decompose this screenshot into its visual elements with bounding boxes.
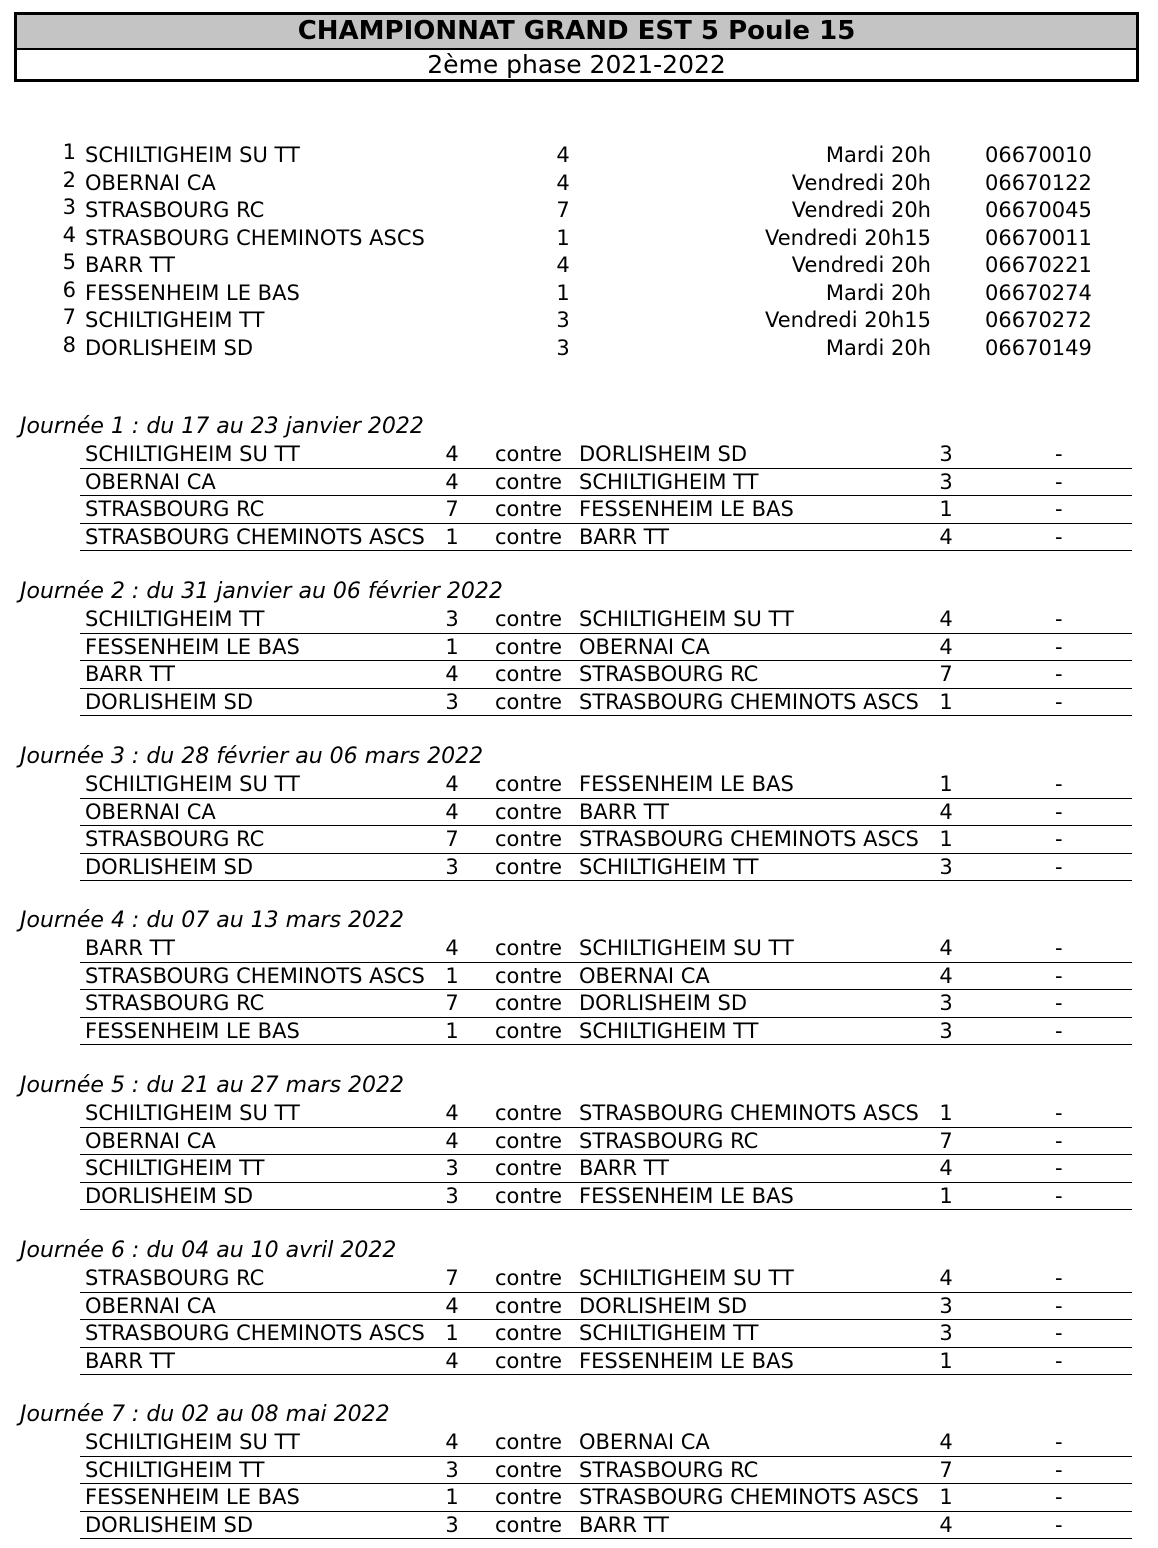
match-list <box>80 1429 1132 1539</box>
team-row <box>58 252 1108 280</box>
versus-label: contre <box>495 772 563 796</box>
match-row <box>80 990 1132 1018</box>
home-tables: 4 <box>445 1101 459 1125</box>
home-team: OBERNAI CA <box>85 469 216 494</box>
home-tables: 4 <box>445 1293 459 1318</box>
versus-label: contre <box>495 963 563 988</box>
versus-label: contre <box>495 1018 563 1043</box>
away-tables: 3 <box>939 442 953 466</box>
team-number: 7 <box>62 305 76 329</box>
versus-label: contre <box>495 936 563 960</box>
score-placeholder: - <box>1055 689 1063 714</box>
away-tables: 4 <box>939 1430 953 1454</box>
versus-label: contre <box>495 1348 563 1373</box>
team-name: BARR TT <box>85 253 175 277</box>
team-tables: 4 <box>556 170 570 195</box>
match-list <box>80 935 1132 1045</box>
away-tables: 3 <box>939 1293 953 1318</box>
home-tables: 7 <box>445 827 459 851</box>
away-tables: 4 <box>939 1266 953 1290</box>
away-team: FESSENHEIM LE BAS <box>579 1183 794 1208</box>
score-placeholder: - <box>1055 634 1063 659</box>
home-tables: 3 <box>445 607 459 631</box>
away-tables: 1 <box>939 772 953 796</box>
round-title: Journée 3 : du 28 février au 06 mars 2022 <box>20 744 484 769</box>
team-name: STRASBOURG CHEMINOTS ASCS <box>85 225 425 250</box>
team-code: 06670221 <box>985 253 1092 277</box>
team-slot: Vendredi 20h <box>791 170 931 195</box>
home-team: SCHILTIGHEIM TT <box>85 1457 265 1482</box>
versus-label: contre <box>495 991 563 1015</box>
team-tables: 1 <box>556 280 570 305</box>
home-team: STRASBOURG RC <box>85 991 265 1015</box>
away-team: STRASBOURG RC <box>579 1128 759 1153</box>
team-list <box>58 142 1108 362</box>
home-tables: 4 <box>445 1430 459 1454</box>
match-row <box>80 1484 1132 1512</box>
team-code: 06670045 <box>985 198 1092 222</box>
team-number: 1 <box>62 140 76 164</box>
match-row <box>80 634 1132 662</box>
away-tables: 1 <box>939 1485 953 1509</box>
score-placeholder: - <box>1055 799 1063 824</box>
versus-label: contre <box>495 827 563 851</box>
score-placeholder: - <box>1055 1348 1063 1373</box>
team-slot: Mardi 20h <box>825 143 931 167</box>
home-team: STRASBOURG CHEMINOTS ASCS <box>85 524 425 549</box>
away-tables: 1 <box>939 689 953 714</box>
away-tables: 1 <box>939 1183 953 1208</box>
team-slot: Mardi 20h <box>825 335 931 360</box>
match-row <box>80 771 1132 799</box>
match-row <box>80 1018 1132 1046</box>
team-row <box>58 277 1108 308</box>
home-tables: 3 <box>445 854 459 879</box>
versus-label: contre <box>495 607 563 631</box>
versus-label: contre <box>495 1293 563 1318</box>
away-team: BARR TT <box>579 799 669 824</box>
home-tables: 7 <box>445 497 459 521</box>
away-tables: 7 <box>939 1457 953 1482</box>
away-team: FESSENHEIM LE BAS <box>579 772 794 796</box>
home-tables: 7 <box>445 991 459 1015</box>
home-team: OBERNAI CA <box>85 1128 216 1153</box>
home-tables: 4 <box>445 662 459 686</box>
team-slot: Vendredi 20h15 <box>765 308 931 332</box>
away-team: DORLISHEIM SD <box>579 442 748 466</box>
away-team: STRASBOURG RC <box>579 662 759 686</box>
versus-label: contre <box>495 1101 563 1125</box>
home-tables: 3 <box>445 1156 459 1180</box>
versus-label: contre <box>495 1457 563 1482</box>
away-tables: 1 <box>939 1101 953 1125</box>
score-placeholder: - <box>1055 1266 1063 1290</box>
home-tables: 4 <box>445 1348 459 1373</box>
document-header <box>14 12 1139 82</box>
home-team: BARR TT <box>85 1348 175 1373</box>
team-name: SCHILTIGHEIM TT <box>85 308 265 332</box>
team-name: STRASBOURG RC <box>85 198 265 222</box>
home-tables: 3 <box>445 1512 459 1537</box>
team-row <box>58 197 1108 225</box>
match-row <box>80 826 1132 854</box>
home-tables: 4 <box>445 469 459 494</box>
away-team: FESSENHEIM LE BAS <box>579 497 794 521</box>
score-placeholder: - <box>1055 1512 1063 1537</box>
versus-label: contre <box>495 1485 563 1509</box>
match-row <box>80 1293 1132 1321</box>
score-placeholder: - <box>1055 469 1063 494</box>
away-tables: 3 <box>939 1018 953 1043</box>
match-row <box>80 1128 1132 1156</box>
score-placeholder: - <box>1055 963 1063 988</box>
home-team: SCHILTIGHEIM SU TT <box>85 1430 300 1454</box>
team-number: 2 <box>62 167 76 192</box>
home-team: SCHILTIGHEIM SU TT <box>85 1101 300 1125</box>
match-row <box>80 1429 1132 1457</box>
team-name: SCHILTIGHEIM SU TT <box>85 143 300 167</box>
away-team: SCHILTIGHEIM SU TT <box>579 936 794 960</box>
away-tables: 3 <box>939 854 953 879</box>
round-title: Journée 2 : du 31 janvier au 06 février 2022 <box>20 579 503 604</box>
match-row <box>80 935 1132 963</box>
away-tables: 7 <box>939 662 953 686</box>
home-team: BARR TT <box>85 662 175 686</box>
match-row <box>80 1348 1132 1376</box>
versus-label: contre <box>495 634 563 659</box>
team-slot: Vendredi 20h <box>791 198 931 222</box>
match-row <box>80 441 1132 469</box>
versus-label: contre <box>495 1430 563 1454</box>
versus-label: contre <box>495 689 563 714</box>
match-row <box>80 1155 1132 1183</box>
home-team: FESSENHEIM LE BAS <box>85 634 300 659</box>
match-list <box>80 1100 1132 1210</box>
score-placeholder: - <box>1055 1101 1063 1125</box>
score-placeholder: - <box>1055 1183 1063 1208</box>
score-placeholder: - <box>1055 662 1063 686</box>
home-team: OBERNAI CA <box>85 1293 216 1318</box>
away-tables: 4 <box>939 634 953 659</box>
away-tables: 3 <box>939 469 953 494</box>
home-tables: 4 <box>445 772 459 796</box>
away-team: BARR TT <box>579 1512 669 1537</box>
versus-label: contre <box>495 799 563 824</box>
match-row <box>80 854 1132 882</box>
score-placeholder: - <box>1055 607 1063 631</box>
home-tables: 1 <box>445 524 459 549</box>
away-tables: 3 <box>939 991 953 1015</box>
score-placeholder: - <box>1055 991 1063 1015</box>
home-team: STRASBOURG CHEMINOTS ASCS <box>85 963 425 988</box>
away-team: DORLISHEIM SD <box>579 991 748 1015</box>
home-team: SCHILTIGHEIM SU TT <box>85 442 300 466</box>
team-row <box>58 332 1108 363</box>
home-tables: 3 <box>445 1457 459 1482</box>
home-tables: 3 <box>445 1183 459 1208</box>
match-row <box>80 469 1132 497</box>
match-row <box>80 661 1132 689</box>
home-team: DORLISHEIM SD <box>85 854 254 879</box>
away-tables: 7 <box>939 1128 953 1153</box>
away-tables: 1 <box>939 827 953 851</box>
away-tables: 4 <box>939 607 953 631</box>
team-row <box>58 307 1108 335</box>
home-tables: 4 <box>445 799 459 824</box>
away-team: OBERNAI CA <box>579 963 710 988</box>
away-team: SCHILTIGHEIM TT <box>579 469 759 494</box>
match-row <box>80 524 1132 552</box>
versus-label: contre <box>495 1156 563 1180</box>
versus-label: contre <box>495 524 563 549</box>
home-team: SCHILTIGHEIM TT <box>85 607 265 631</box>
team-number: 3 <box>62 195 76 219</box>
home-tables: 1 <box>445 1485 459 1509</box>
match-row <box>80 1320 1132 1348</box>
team-slot: Vendredi 20h <box>791 253 931 277</box>
team-tables: 4 <box>556 143 570 167</box>
team-number: 6 <box>62 277 76 302</box>
versus-label: contre <box>495 1183 563 1208</box>
versus-label: contre <box>495 497 563 521</box>
versus-label: contre <box>495 662 563 686</box>
away-tables: 1 <box>939 1348 953 1373</box>
away-team: STRASBOURG RC <box>579 1457 759 1482</box>
score-placeholder: - <box>1055 854 1063 879</box>
match-row <box>80 1183 1132 1211</box>
away-team: STRASBOURG CHEMINOTS ASCS <box>579 689 919 714</box>
home-tables: 4 <box>445 442 459 466</box>
home-tables: 4 <box>445 1128 459 1153</box>
score-placeholder: - <box>1055 1485 1063 1509</box>
score-placeholder: - <box>1055 1457 1063 1482</box>
away-tables: 4 <box>939 1512 953 1537</box>
away-tables: 4 <box>939 963 953 988</box>
home-team: DORLISHEIM SD <box>85 1512 254 1537</box>
home-tables: 4 <box>445 936 459 960</box>
away-team: SCHILTIGHEIM TT <box>579 1018 759 1043</box>
away-team: DORLISHEIM SD <box>579 1293 748 1318</box>
home-team: STRASBOURG RC <box>85 827 265 851</box>
away-team: SCHILTIGHEIM SU TT <box>579 607 794 631</box>
home-team: STRASBOURG RC <box>85 1266 265 1290</box>
match-row <box>80 799 1132 827</box>
score-placeholder: - <box>1055 1018 1063 1043</box>
away-team: BARR TT <box>579 524 669 549</box>
score-placeholder: - <box>1055 936 1063 960</box>
team-number: 5 <box>62 250 76 274</box>
match-row <box>80 606 1132 634</box>
match-row <box>80 1100 1132 1128</box>
round-title: Journée 5 : du 21 au 27 mars 2022 <box>20 1073 405 1098</box>
score-placeholder: - <box>1055 1430 1063 1454</box>
home-team: STRASBOURG CHEMINOTS ASCS <box>85 1321 425 1345</box>
home-tables: 1 <box>445 634 459 659</box>
team-code: 06670011 <box>985 225 1092 250</box>
team-row <box>58 222 1108 253</box>
team-tables: 1 <box>556 225 570 250</box>
versus-label: contre <box>495 1128 563 1153</box>
match-list <box>80 1265 1132 1375</box>
team-tables: 3 <box>556 308 570 332</box>
round-title: Journée 4 : du 07 au 13 mars 2022 <box>20 908 405 933</box>
team-name: DORLISHEIM SD <box>85 335 254 360</box>
team-code: 06670010 <box>985 143 1092 167</box>
match-list <box>80 771 1132 881</box>
match-row <box>80 1512 1132 1540</box>
home-tables: 1 <box>445 1018 459 1043</box>
score-placeholder: - <box>1055 442 1063 466</box>
score-placeholder: - <box>1055 524 1063 549</box>
away-team: OBERNAI CA <box>579 634 710 659</box>
match-row <box>80 689 1132 717</box>
home-tables: 1 <box>445 963 459 988</box>
away-team: OBERNAI CA <box>579 1430 710 1454</box>
away-team: BARR TT <box>579 1156 669 1180</box>
versus-label: contre <box>495 1321 563 1345</box>
team-slot: Vendredi 20h15 <box>765 225 931 250</box>
team-code: 06670122 <box>985 170 1092 195</box>
versus-label: contre <box>495 469 563 494</box>
away-tables: 4 <box>939 1156 953 1180</box>
team-number: 4 <box>62 222 76 247</box>
championship-title: CHAMPIONNAT GRAND EST 5 Poule 15 <box>17 15 1136 50</box>
home-tables: 3 <box>445 689 459 714</box>
team-code: 06670149 <box>985 335 1092 360</box>
score-placeholder: - <box>1055 1156 1063 1180</box>
team-code: 06670274 <box>985 280 1092 305</box>
home-team: SCHILTIGHEIM TT <box>85 1156 265 1180</box>
home-team: STRASBOURG RC <box>85 497 265 521</box>
score-placeholder: - <box>1055 1128 1063 1153</box>
phase-subtitle: 2ème phase 2021-2022 <box>17 50 1136 79</box>
team-tables: 7 <box>556 198 570 222</box>
versus-label: contre <box>495 1512 563 1537</box>
match-row <box>80 1265 1132 1293</box>
home-team: OBERNAI CA <box>85 799 216 824</box>
home-team: DORLISHEIM SD <box>85 689 254 714</box>
match-row <box>80 496 1132 524</box>
match-list <box>80 441 1132 551</box>
team-number: 8 <box>62 332 76 357</box>
away-tables: 1 <box>939 497 953 521</box>
team-name: OBERNAI CA <box>85 170 216 195</box>
home-team: FESSENHEIM LE BAS <box>85 1018 300 1043</box>
round-title: Journée 7 : du 02 au 08 mai 2022 <box>20 1402 390 1427</box>
score-placeholder: - <box>1055 1321 1063 1345</box>
home-team: FESSENHEIM LE BAS <box>85 1485 300 1509</box>
round-title: Journée 6 : du 04 au 10 avril 2022 <box>20 1238 397 1263</box>
home-tables: 7 <box>445 1266 459 1290</box>
away-team: STRASBOURG CHEMINOTS ASCS <box>579 827 919 851</box>
away-tables: 4 <box>939 936 953 960</box>
away-tables: 3 <box>939 1321 953 1345</box>
away-tables: 4 <box>939 524 953 549</box>
score-placeholder: - <box>1055 497 1063 521</box>
match-row <box>80 1457 1132 1485</box>
team-tables: 4 <box>556 253 570 277</box>
versus-label: contre <box>495 1266 563 1290</box>
away-tables: 4 <box>939 799 953 824</box>
away-team: STRASBOURG CHEMINOTS ASCS <box>579 1485 919 1509</box>
home-team: DORLISHEIM SD <box>85 1183 254 1208</box>
team-code: 06670272 <box>985 308 1092 332</box>
versus-label: contre <box>495 854 563 879</box>
match-list <box>80 606 1132 716</box>
team-name: FESSENHEIM LE BAS <box>85 280 300 305</box>
team-tables: 3 <box>556 335 570 360</box>
away-team: FESSENHEIM LE BAS <box>579 1348 794 1373</box>
score-placeholder: - <box>1055 772 1063 796</box>
versus-label: contre <box>495 442 563 466</box>
match-row <box>80 963 1132 991</box>
score-placeholder: - <box>1055 827 1063 851</box>
away-team: SCHILTIGHEIM TT <box>579 854 759 879</box>
score-placeholder: - <box>1055 1293 1063 1318</box>
home-team: SCHILTIGHEIM SU TT <box>85 772 300 796</box>
home-team: BARR TT <box>85 936 175 960</box>
team-slot: Mardi 20h <box>825 280 931 305</box>
team-row <box>58 167 1108 198</box>
home-tables: 1 <box>445 1321 459 1345</box>
round-title: Journée 1 : du 17 au 23 janvier 2022 <box>20 414 424 439</box>
away-team: STRASBOURG CHEMINOTS ASCS <box>579 1101 919 1125</box>
team-row <box>58 142 1108 170</box>
away-team: SCHILTIGHEIM TT <box>579 1321 759 1345</box>
away-team: SCHILTIGHEIM SU TT <box>579 1266 794 1290</box>
